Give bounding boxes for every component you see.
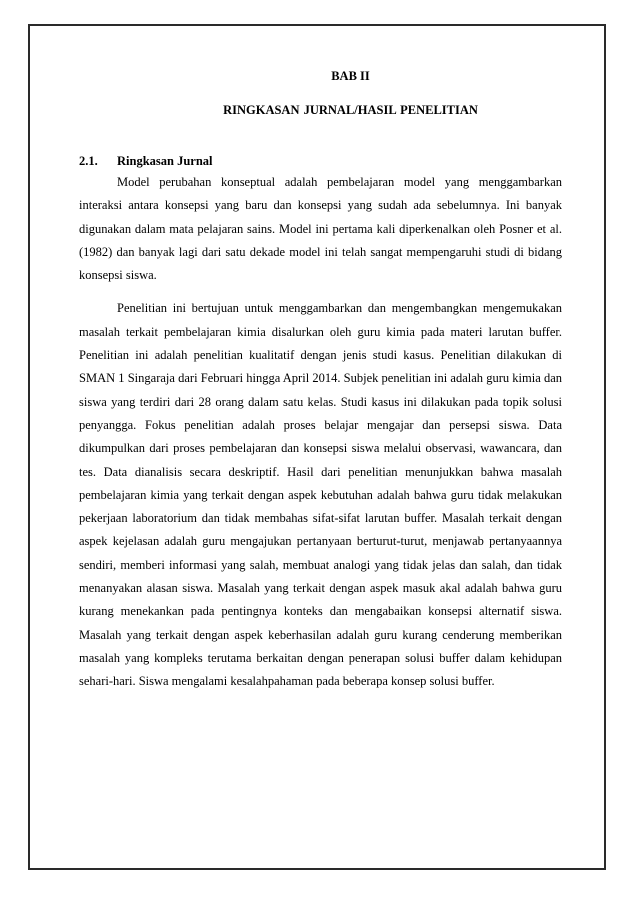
- document-page: [79, 66, 562, 694]
- chapter-title: RINGKASAN JURNAL/HASIL PENELITIAN: [223, 103, 478, 117]
- section-number: 2.1.: [79, 154, 98, 168]
- paragraph: Model perubahan konseptual adalah pembelajaran model yang menggambarkan interaksi antara konsepsi yang baru dan konsepsi yang sudah ada sebelumnya. Ini banyak digunakan dalam mata pelajaran sains. Model ini pertama kali diperkenalkan oleh Posner et al. (1982) dan banyak lagi dari satu dekade model ini telah sangat mempengaruhi studi di bidang konsepsi siswa.: [79, 175, 562, 283]
- chapter-heading: BAB II: [331, 69, 370, 83]
- section-heading: [79, 151, 562, 171]
- paragraph: Penelitian ini bertujuan untuk menggambarkan dan mengembangkan mengemukakan masalah terkait pembelajaran kimia disalurkan oleh guru kimia pada materi larutan buffer. Penelitian ini adalah penelitian kualitatif dengan jenis studi kasus. Penelitian dilakukan di SMAN 1 Singaraja dari Februari hingga April 2014. Subjek penelitian ini adalah guru kimia dan siswa yang terdiri dari 28 orang dalam satu kelas. Studi kasus ini dilakukan pada topik solusi penyangga. Fokus penelitian adalah proses belajar mengajar dan persepsi siswa. Data dikumpulkan dari proses pembelajaran dan konsepsi siswa melalui observasi, wawancara, dan tes. Data dianalisis secara deskriptif. Hasil dari penelitian menunjukkan bahwa masalah pembelajaran kimia yang terkait dengan aspek kebutuhan adalah bahwa guru tidak melakukan pekerjaan laboratorium dan tidak membahas sifat-sifat larutan buffer. Masalah terkait dengan aspek kejelasan adalah guru mengajukan pertanyaan berturut-turut, menjawab pertanyaannya sendiri, memberi informasi yang salah, membuat analogi yang tidak jelas dan salah, dan tidak menanyakan alasan siswa. Masalah yang terkait dengan aspek masuk akal adalah bahwa guru kurang menekankan pada pentingnya konteks dan mengabaikan konsepsi alternatif siswa. Masalah yang terkait dengan aspek keberhasilan adalah guru kurang cenderung memberikan masalah yang kompleks terutama berkaitan dengan penerapan solusi buffer dalam kehidupan sehari-hari. Siswa mengalami kesalahpahaman pada beberapa konsep solusi buffer.: [79, 301, 562, 689]
- section-title: Ringkasan Jurnal: [117, 154, 213, 168]
